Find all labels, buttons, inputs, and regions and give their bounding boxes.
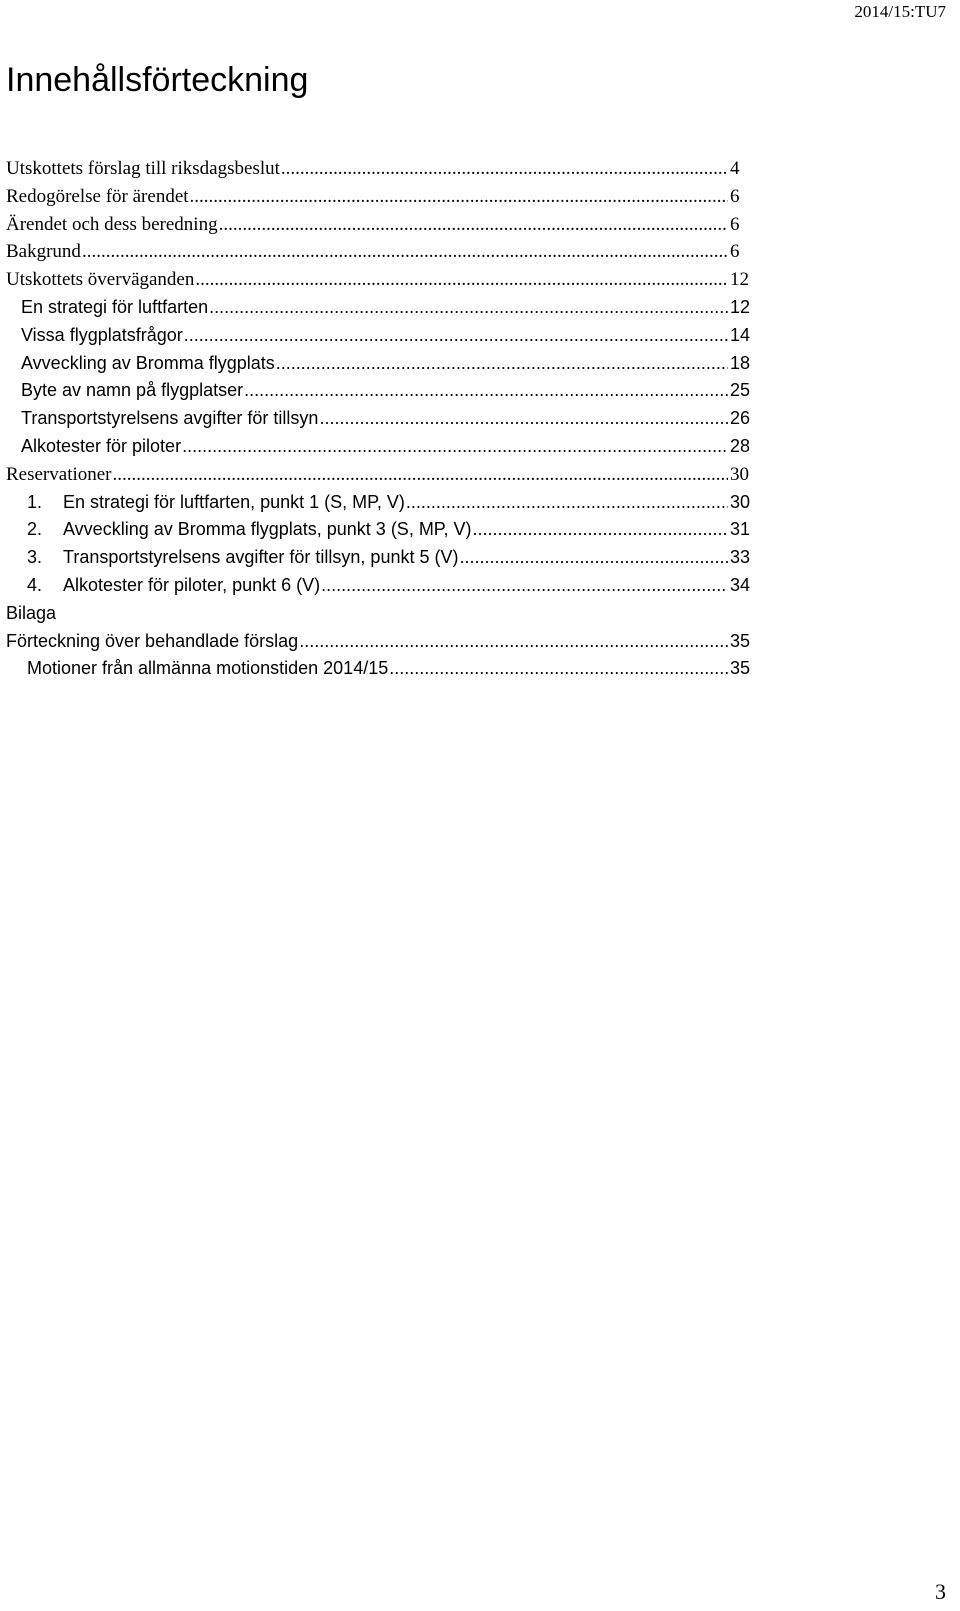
toc-entry-page: 6: [730, 185, 740, 207]
toc-entry-label: Alkotester för piloter, punkt 6 (V): [63, 574, 321, 595]
toc-entry[interactable]: [6, 294, 758, 322]
toc-entry-label: Avveckling av Bromma flygplats, punkt 3 (S, MP, V): [63, 519, 472, 540]
dot-leader: [321, 572, 728, 600]
toc-entry[interactable]: [6, 211, 758, 239]
toc-entry-page: 6: [730, 213, 740, 235]
toc-entry[interactable]: [6, 461, 758, 489]
toc-entry-label: Transportstyrelsens avgifter för tillsyn, punkt 5 (V): [63, 547, 459, 568]
toc-entry[interactable]: [6, 655, 758, 683]
dot-leader: [319, 405, 728, 433]
toc-entry-label: Transportstyrelsens avgifter för tillsyn: [21, 408, 319, 429]
toc-entry-number: 3.: [27, 547, 43, 568]
dot-leader: [244, 377, 728, 405]
toc-entry-page: 12: [730, 269, 749, 291]
toc-section-heading: [6, 600, 758, 628]
dot-leader: [209, 294, 728, 322]
dot-leader: [184, 322, 728, 350]
toc-entry-number: 2.: [27, 519, 43, 540]
toc-heading-label: Bilaga: [6, 602, 57, 623]
toc-entry-page: 33: [730, 547, 751, 568]
toc-entry[interactable]: [6, 544, 758, 572]
toc-entry[interactable]: [6, 155, 758, 183]
dot-leader: [182, 433, 728, 461]
toc-entry-label: Ärendet och dess beredning: [6, 213, 218, 235]
toc-entry[interactable]: [6, 322, 758, 350]
toc-entry-label: Utskottets överväganden: [6, 269, 195, 291]
toc-entry-page: 28: [730, 435, 751, 456]
dot-leader: [473, 516, 729, 544]
toc-entry-number: 4.: [27, 574, 43, 595]
dot-leader: [195, 266, 728, 294]
table-of-contents: [6, 155, 758, 683]
toc-entry-label: En strategi för luftfarten: [21, 296, 209, 317]
toc-entry-page: 35: [730, 658, 751, 679]
toc-entry[interactable]: [6, 238, 758, 266]
dot-leader: [459, 544, 728, 572]
page-title: Innehållsförteckning: [6, 61, 309, 99]
toc-entry-page: 18: [730, 352, 751, 373]
toc-entry[interactable]: [6, 266, 758, 294]
toc-entry[interactable]: [6, 183, 758, 211]
dot-leader: [389, 655, 728, 683]
dot-leader: [82, 238, 728, 266]
toc-entry-label: Byte av namn på flygplatser: [21, 380, 244, 401]
dot-leader: [281, 155, 728, 183]
toc-entry-page: 30: [730, 463, 749, 485]
toc-entry-label: Avveckling av Bromma flygplats: [21, 352, 275, 373]
toc-entry-page: 35: [730, 630, 751, 651]
toc-entry-label: Reservationer: [6, 463, 112, 485]
toc-entry-label: Redogörelse för ärendet: [6, 185, 189, 207]
dot-leader: [190, 183, 728, 211]
toc-entry[interactable]: [6, 516, 758, 544]
dot-leader: [113, 461, 728, 489]
toc-entry-page: 6: [730, 241, 740, 263]
toc-entry-page: 25: [730, 380, 751, 401]
toc-entry[interactable]: [6, 489, 758, 517]
toc-entry-page: 30: [730, 491, 751, 512]
toc-entry[interactable]: [6, 572, 758, 600]
document-reference: 2014/15:TU7: [854, 2, 946, 21]
toc-entry-page: 4: [730, 158, 740, 179]
toc-entry-label: Alkotester för piloter: [21, 435, 182, 456]
toc-entry-page: 34: [730, 574, 751, 595]
page-number: 3: [935, 1579, 946, 1604]
toc-entry-label: Bakgrund: [6, 241, 81, 263]
toc-entry-label: Utskottets förslag till riksdagsbeslut: [6, 158, 280, 179]
toc-entry[interactable]: [6, 377, 758, 405]
toc-entry-page: 26: [730, 408, 751, 429]
toc-entry-label: Vissa flygplatsfrågor: [21, 324, 183, 345]
toc-entry[interactable]: [6, 628, 758, 656]
toc-entry-number: 1.: [27, 491, 43, 512]
toc-entry-page: 31: [730, 519, 751, 540]
dot-leader: [276, 350, 728, 378]
toc-entry-page: 14: [730, 324, 751, 345]
dot-leader: [299, 628, 728, 656]
toc-entry-label: En strategi för luftfarten, punkt 1 (S, MP, V): [63, 491, 405, 512]
toc-entry[interactable]: [6, 350, 758, 378]
toc-entry-label: Motioner från allmänna motionstiden 2014/15: [27, 658, 389, 679]
toc-entry[interactable]: [6, 405, 758, 433]
toc-entry[interactable]: [6, 433, 758, 461]
dot-leader: [219, 211, 728, 239]
dot-leader: [406, 489, 728, 517]
toc-entry-label: Förteckning över behandlade förslag: [6, 630, 299, 651]
toc-entry-page: 12: [730, 296, 751, 317]
